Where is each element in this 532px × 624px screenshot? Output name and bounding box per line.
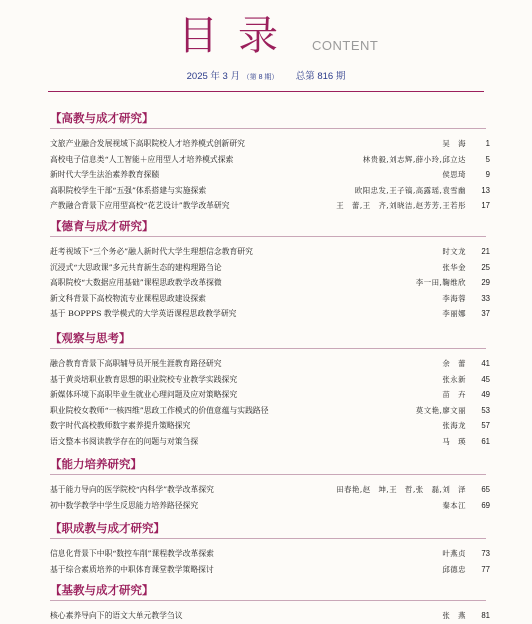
toc-entry[interactable] — [50, 183, 490, 199]
article-author: 侯思琦 — [442, 170, 466, 180]
toc-entry[interactable] — [50, 562, 490, 578]
section-title: 【德育与成才研究】 — [50, 218, 490, 234]
toc-title-english: CONTENT — [312, 38, 379, 53]
article-page: 49 — [481, 390, 490, 400]
article-title: 高校电子信息类“人工智能＋应用型人才培养模式探索 — [50, 154, 234, 164]
article-page: 69 — [481, 500, 490, 510]
article-page: 13 — [481, 185, 490, 195]
section-basic-education — [50, 582, 490, 624]
article-author: 张永新 — [442, 374, 466, 384]
toc-entry[interactable] — [50, 434, 490, 450]
toc-entry[interactable] — [50, 356, 490, 372]
article-title: 高职院校“大数据应用基础”课程思政教学改革探微 — [50, 278, 222, 288]
article-author: 李一田,鞠维欣 — [415, 278, 466, 288]
article-title: 职业院校女教师“一核四维”思政工作模式的价值意蕴与实践路径 — [50, 405, 269, 415]
article-author: 王 蕾,王 齐,刘晓洁,赵芳芳,王若彤 — [336, 201, 466, 211]
article-page: 65 — [481, 485, 490, 494]
toc-entry[interactable] — [50, 403, 490, 419]
article-author: 吴 海 — [442, 139, 466, 148]
toc-entry[interactable] — [50, 482, 490, 498]
article-page: 77 — [481, 564, 490, 574]
article-title: 新时代大学生法治素养教育探赜 — [50, 170, 160, 180]
toc-entry[interactable] — [50, 418, 490, 434]
article-title: 新文科背景下高校物流专业课程思政建设探索 — [50, 293, 206, 303]
article-page: 17 — [481, 201, 490, 211]
article-page: 81 — [481, 611, 490, 620]
article-page: 21 — [481, 247, 490, 256]
article-title: 数字时代高校教师数字素养提升策略探究 — [50, 421, 191, 431]
toc-entry[interactable] — [50, 372, 490, 388]
article-author: 邱德忠 — [442, 564, 466, 574]
issue-date: 2025 年 3 月 — [186, 71, 240, 82]
article-page: 29 — [481, 278, 490, 288]
toc-title: 目录 — [178, 13, 298, 59]
toc-entry[interactable] — [50, 244, 490, 260]
section-moral-education — [50, 218, 490, 322]
section-title: 【职成教与成才研究】 — [50, 520, 490, 536]
article-title: 基于综合素质培养的中职体育课堂教学策略探讨 — [50, 564, 214, 574]
section-title: 【观察与思考】 — [50, 330, 490, 346]
issue-total: 总第 816 期 — [295, 71, 346, 82]
toc-entry[interactable] — [50, 198, 490, 214]
article-title: 基于能力导向的医学院校“内科学”教学改革探究 — [50, 485, 214, 494]
article-title: 文旅产业融合发展视域下高职院校人才培养模式创新研究 — [50, 139, 245, 148]
article-author: 林贵毅,刘志辉,薛小玲,邱立达 — [362, 154, 466, 164]
article-author: 苗 卉 — [442, 390, 466, 400]
toc-entry[interactable] — [50, 608, 490, 624]
article-author: 田春艳,赵 坤,王 哲,张 磊,刘 泽 — [336, 485, 466, 494]
toc-entry[interactable] — [50, 498, 490, 514]
article-page: 1 — [485, 139, 490, 148]
article-author: 马 瑛 — [442, 436, 466, 446]
toc-entry[interactable] — [50, 260, 490, 276]
masthead — [0, 6, 532, 66]
article-title: 融合教育背景下高职辅导员开展生涯教育路径研究 — [50, 359, 222, 368]
toc-entry[interactable] — [50, 387, 490, 403]
toc-entry[interactable] — [50, 136, 490, 152]
section-title: 【能力培养研究】 — [50, 456, 490, 472]
toc-entry[interactable] — [50, 167, 490, 183]
header-divider — [48, 91, 484, 92]
article-page: 41 — [481, 359, 490, 368]
issue-number: （第 8 期） — [242, 74, 279, 81]
toc-entry[interactable] — [50, 546, 490, 562]
article-title: 沉浸式“大思政课”多元共育新生态的建构理路刍论 — [50, 262, 222, 272]
article-author: 余 蕾 — [442, 359, 466, 368]
article-page: 45 — [481, 374, 490, 384]
article-author: 莫文艳,廖文丽 — [415, 405, 466, 415]
article-title: 新媒体环境下高职毕业生就业心理问题及应对策略探究 — [50, 390, 238, 400]
section-observation — [50, 330, 490, 450]
article-title: 高职院校学生干部“五强”体系搭建与实施探索 — [50, 185, 207, 195]
toc-entry[interactable] — [50, 306, 490, 322]
toc-entry[interactable] — [50, 152, 490, 168]
article-page: 37 — [481, 309, 490, 319]
article-page: 73 — [481, 549, 490, 558]
article-title: 核心素养导向下的语文大单元教学刍议 — [50, 611, 183, 620]
article-page: 57 — [481, 421, 490, 431]
article-title: 产教融合背景下应用型高校“花艺设计”教学改革研究 — [50, 201, 230, 211]
article-page: 33 — [481, 293, 490, 303]
article-page: 25 — [481, 262, 490, 272]
article-title: 赶考视域下“三个务必”融人新时代大学生理想信念教育研究 — [50, 247, 253, 256]
section-title: 【基教与成才研究】 — [50, 582, 490, 598]
article-title: 信息化背景下中职“数控车削”课程教学改革探索 — [50, 549, 214, 558]
article-author: 张 燕 — [442, 611, 466, 620]
toc-entry[interactable] — [50, 275, 490, 291]
article-author: 时文龙 — [442, 247, 466, 256]
section-ability-training — [50, 456, 490, 513]
issue-line — [0, 68, 532, 82]
article-page: 9 — [485, 170, 490, 180]
section-title: 【高教与成才研究】 — [50, 110, 490, 126]
article-author: 张华金 — [442, 262, 466, 272]
article-title: 初中数学教学中学生反思能力培养路径探究 — [50, 500, 199, 510]
article-title: 语文整本书阅读教学存在的问题与对策刍探 — [50, 436, 199, 446]
toc-entry[interactable] — [50, 291, 490, 307]
article-title: 基于黄炎培职业教育思想的职业院校专业教学实践探究 — [50, 374, 238, 384]
article-author: 欧阳忠发,王子镐,高露瑶,袁雪幽 — [354, 185, 466, 195]
article-title: 基于 BOPPPS 教学模式的大学英语课程思政教学研究 — [50, 309, 237, 319]
article-page: 53 — [481, 405, 490, 415]
article-author: 张海龙 — [442, 421, 466, 431]
article-author: 李丽娜 — [442, 309, 466, 319]
section-vocational-education — [50, 520, 490, 577]
article-author: 李海蓉 — [442, 293, 466, 303]
article-author: 叶燕贞 — [442, 549, 466, 558]
article-author: 秦本江 — [442, 500, 466, 510]
article-page: 61 — [481, 436, 490, 446]
article-page: 5 — [485, 154, 490, 164]
section-higher-education — [50, 110, 490, 214]
